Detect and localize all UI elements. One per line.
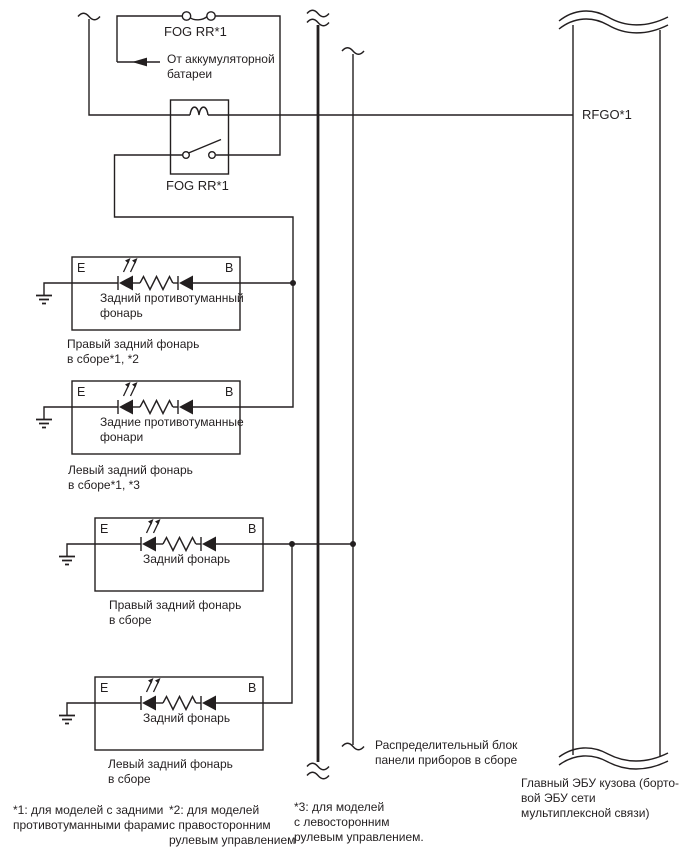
wire-break-squiggle	[307, 19, 329, 26]
lamp-caption: Правый задний фонарь	[109, 598, 242, 612]
terminal-b-label: B	[248, 522, 257, 536]
relay-icon	[171, 100, 229, 174]
lamp-caption: Левый задний фонарь	[108, 757, 233, 771]
ecu-torn-edge	[559, 748, 668, 761]
fuse-label: FOG RR*1	[164, 24, 227, 39]
relay-coil-icon	[190, 107, 208, 115]
wire-break-squiggle	[307, 772, 329, 779]
terminal-b-label: B	[248, 681, 257, 695]
junction-dot	[290, 280, 296, 286]
terminal-e-label: E	[100, 681, 109, 695]
lamp-caption: в сборе*1, *2	[67, 352, 139, 366]
lamp-name: Задний фонарь	[143, 552, 231, 566]
battery-feed-note-line1: От аккумуляторной	[167, 52, 275, 66]
battery-feed-note-line2: батареи	[167, 67, 213, 81]
junction-block-label-line1: Распределительный блок	[375, 738, 518, 752]
terminal-e-label: E	[77, 385, 86, 399]
lamp-caption: в сборе	[108, 772, 151, 786]
body-ecu-label-line1: Главный ЭБУ кузова (борто-	[521, 776, 680, 790]
tail-left-branch-wire	[263, 544, 292, 703]
battery-arrow-icon	[117, 58, 160, 67]
footnote-1-line1: *1: для моделей с задними	[13, 803, 164, 817]
lamp-caption: в сборе	[109, 613, 152, 627]
footnote-3-line1: *3: для моделей	[294, 800, 385, 814]
ecu-outline	[559, 11, 668, 769]
lamp-name: фонари	[100, 430, 144, 444]
lamp-name: фонарь	[100, 306, 143, 320]
footnote-2-line3: рулевым управлением	[169, 833, 296, 847]
footnote-1-line2: противотуманными фарами	[13, 818, 169, 832]
junction-block-bus-thin	[342, 48, 364, 750]
footnote-3-line2: с левосторонним	[294, 815, 390, 829]
terminal-b-label: B	[225, 261, 234, 275]
footnote-3-line3: рулевым управлением.	[294, 830, 424, 844]
terminal-e-label: E	[77, 261, 86, 275]
terminal-e-label: E	[100, 522, 109, 536]
lamp-name: Задний фонарь	[143, 711, 231, 725]
lamp-name: Задний противотуманный	[100, 291, 244, 305]
ecu-pin-label: RFGO*1	[582, 107, 632, 122]
junction-block-label-line2: панели приборов в сборе	[375, 753, 518, 767]
lamp-caption: в сборе*1, *3	[68, 478, 140, 492]
ecu-torn-edge	[559, 11, 668, 25]
lamp-name: Задние противотуманные	[100, 415, 244, 429]
body-ecu-label-line2: вой ЭБУ сети	[521, 791, 596, 805]
junction-block-bus-thick	[307, 10, 329, 779]
body-ecu-label-line3: мультиплексной связи)	[521, 806, 650, 820]
lamp-caption: Правый задний фонарь	[67, 337, 200, 351]
footnote-2-line1: *2: для моделей	[169, 803, 260, 817]
wire-break-squiggle	[342, 48, 364, 55]
wire-break-squiggle	[307, 10, 329, 17]
wire-net	[36, 10, 668, 779]
footnote-2-line2: с правосторонним	[169, 818, 271, 832]
relay-switch-icon	[183, 140, 221, 159]
relay-label: FOG RR*1	[166, 178, 229, 193]
junction-dot	[289, 541, 295, 547]
lamp-caption: Левый задний фонарь	[68, 463, 193, 477]
fuse-icon	[182, 12, 215, 20]
terminal-b-label: B	[225, 385, 234, 399]
ecu-torn-edge	[559, 19, 668, 33]
ecu-torn-edge	[559, 756, 668, 769]
wire-break-squiggle	[78, 13, 100, 20]
wire-break-squiggle	[307, 763, 329, 770]
